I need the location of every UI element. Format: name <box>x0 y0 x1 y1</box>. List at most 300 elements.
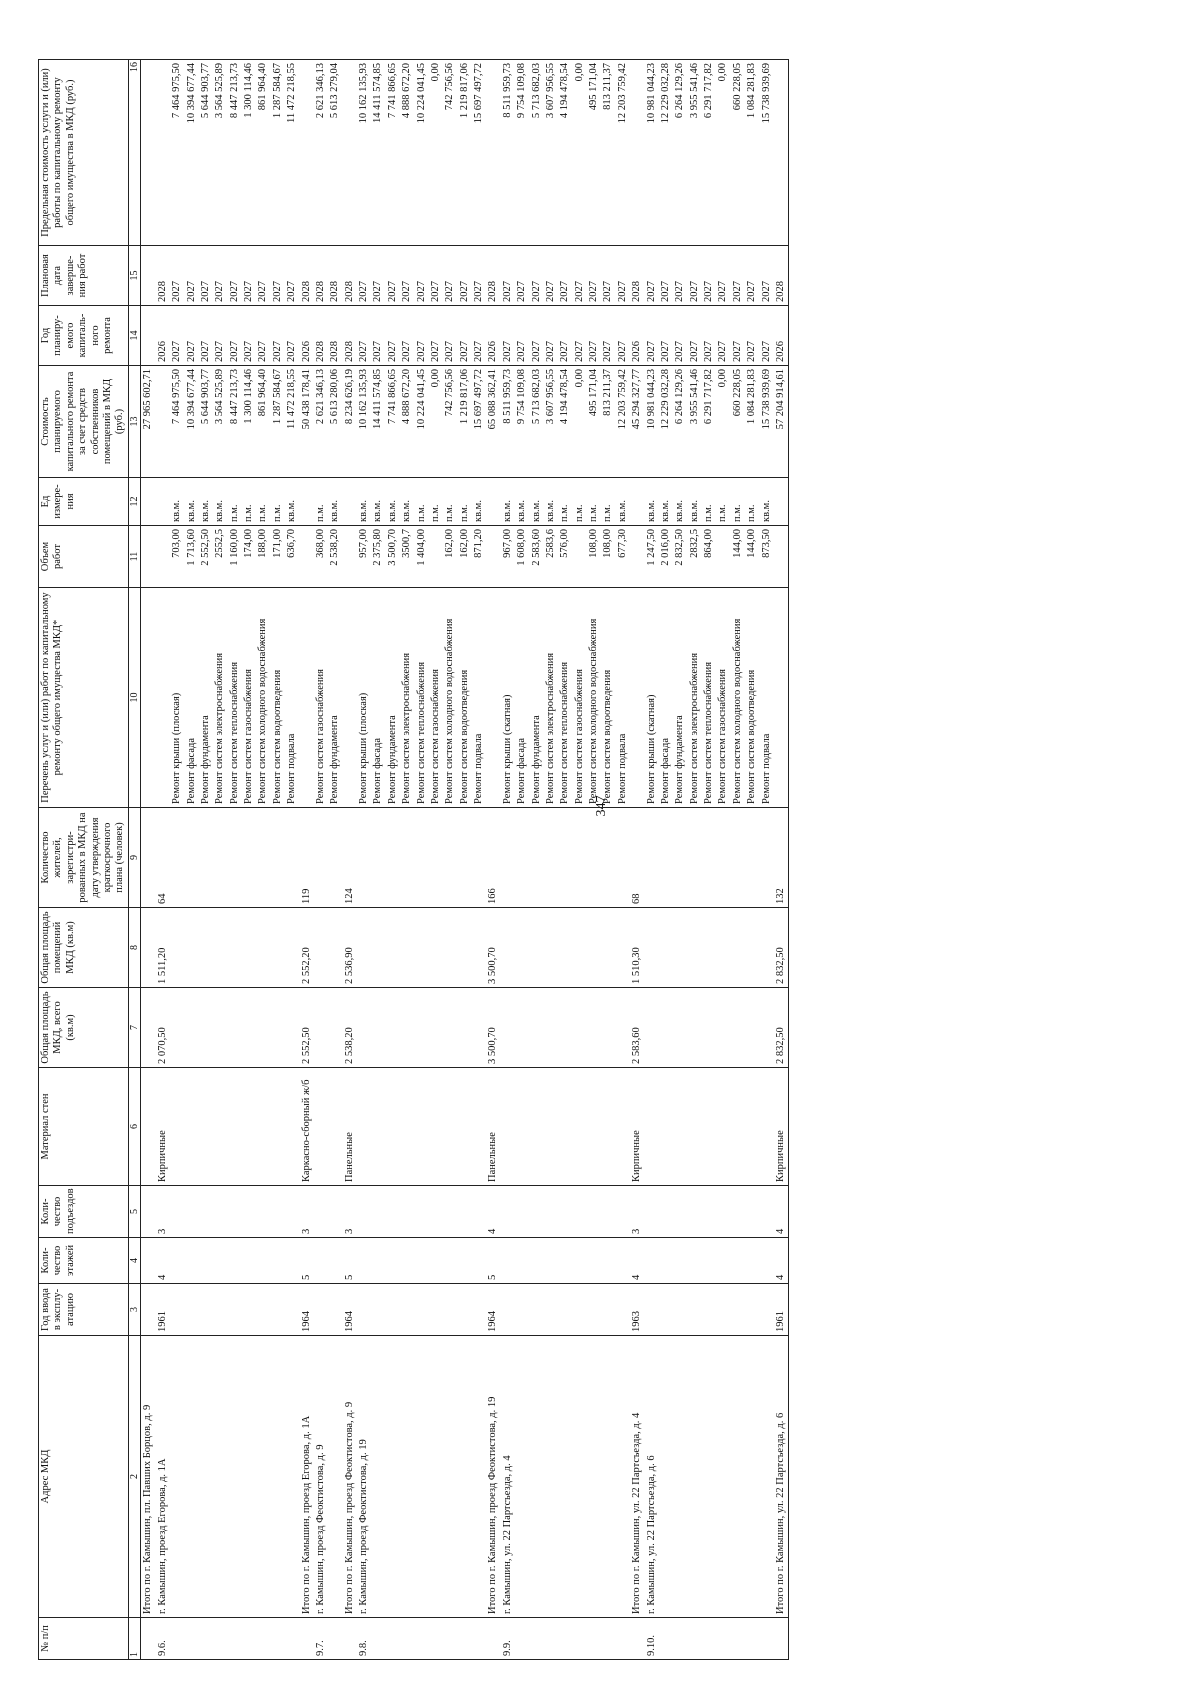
cell-year-built <box>213 1284 227 1336</box>
cell-work-volume: 368,00 <box>314 526 328 588</box>
cell-end-year: 2027 <box>645 246 659 306</box>
cell-wall-material <box>242 1068 256 1186</box>
cell-year-built <box>515 1284 529 1336</box>
cell-wall-material <box>328 1068 342 1186</box>
table-row <box>702 60 716 1660</box>
cell-limit-cost: 7 464 975,50 <box>170 60 184 246</box>
cell-cost: 813 211,37 <box>601 366 615 478</box>
cell-unit: кв.м. <box>501 478 515 526</box>
cell-work-volume: 3500,7 <box>400 526 414 588</box>
cell-plan-year: 2027 <box>443 306 457 366</box>
cell-floors <box>587 1238 601 1284</box>
cell-total-area <box>558 988 572 1068</box>
cell-residents <box>429 808 443 908</box>
cell-cost: 1 300 114,46 <box>242 366 256 478</box>
col-header-cost: Стоимость планируемого капитального ремонта за счет средств собственников помещений в МКД (руб.) <box>39 366 129 478</box>
cell-end-year: 2027 <box>573 246 587 306</box>
cell-address <box>458 1336 472 1618</box>
cell-unit <box>630 478 644 526</box>
cell-unit: п.м. <box>587 478 601 526</box>
cell-limit-cost: 9 754 109,08 <box>515 60 529 246</box>
cell-work-volume <box>573 526 587 588</box>
cell-unit: кв.м. <box>515 478 529 526</box>
cell-total-area <box>199 988 213 1068</box>
cell-wall-material <box>702 1068 716 1186</box>
cell-row-number <box>731 1618 745 1660</box>
cell-plan-year: 2027 <box>400 306 414 366</box>
cell-cost: 5 713 682,03 <box>530 366 544 478</box>
cell-year-built <box>702 1284 716 1336</box>
cell-row-number <box>386 1618 400 1660</box>
cell-row-number <box>587 1618 601 1660</box>
cell-year-built <box>328 1284 342 1336</box>
cell-plan-year: 2027 <box>185 306 199 366</box>
cell-plan-year: 2027 <box>242 306 256 366</box>
cell-cost: 0,00 <box>716 366 730 478</box>
cell-entrances <box>357 1186 371 1238</box>
cell-limit-cost <box>630 60 644 246</box>
total-row <box>486 60 500 1660</box>
cell-work-volume <box>300 526 314 588</box>
cell-residents <box>386 808 400 908</box>
cell-entrances <box>228 1186 242 1238</box>
cell-plan-year: 2027 <box>357 306 371 366</box>
cell-limit-cost: 495 171,04 <box>587 60 601 246</box>
cell-floors: 5 <box>486 1238 500 1284</box>
cell-work-type: Ремонт фундамента <box>328 588 342 808</box>
cell-residents <box>415 808 429 908</box>
cell-address: Итого по г. Камышин, пл. Павших Борцов, д. 9 <box>141 1336 156 1618</box>
cell-floors <box>501 1238 515 1284</box>
cell-total-area <box>213 988 227 1068</box>
total-row <box>774 60 789 1660</box>
table-row <box>199 60 213 1660</box>
cell-floors <box>228 1238 242 1284</box>
cell-entrances <box>573 1186 587 1238</box>
cell-wall-material <box>415 1068 429 1186</box>
cell-residents <box>228 808 242 908</box>
cell-work-volume: 2 016,00 <box>659 526 673 588</box>
cell-plan-year: 2027 <box>371 306 385 366</box>
cell-cost: 10 162 135,93 <box>357 366 371 478</box>
cell-work-volume: 2 583,60 <box>530 526 544 588</box>
cell-premises-area <box>601 908 615 988</box>
column-number: 6 <box>128 1068 141 1186</box>
cell-premises-area <box>458 908 472 988</box>
cell-entrances <box>616 1186 630 1238</box>
cell-limit-cost: 10 394 677,44 <box>185 60 199 246</box>
cell-premises-area <box>415 908 429 988</box>
cell-work-type: Ремонт фасада <box>185 588 199 808</box>
cell-total-area <box>415 988 429 1068</box>
cell-work-type <box>141 588 156 808</box>
cell-residents <box>357 808 371 908</box>
cell-address <box>328 1336 342 1618</box>
cell-end-year <box>141 246 156 306</box>
cell-premises-area <box>530 908 544 988</box>
cell-floors <box>199 1238 213 1284</box>
cell-total-area <box>645 988 659 1068</box>
col-header-no: № п/п <box>39 1618 129 1660</box>
cell-wall-material <box>544 1068 558 1186</box>
cell-unit: кв.м. <box>400 478 414 526</box>
table-row <box>544 60 558 1660</box>
table-row <box>716 60 730 1660</box>
cell-plan-year: 2027 <box>544 306 558 366</box>
cell-cost: 4 888 672,20 <box>400 366 414 478</box>
cell-floors <box>415 1238 429 1284</box>
cell-premises-area <box>242 908 256 988</box>
cell-unit: кв.м. <box>544 478 558 526</box>
total-row <box>141 60 156 1660</box>
cell-total-area: 2 538,20 <box>343 988 357 1068</box>
cell-wall-material <box>659 1068 673 1186</box>
cell-year-built <box>170 1284 184 1336</box>
cell-work-type: Ремонт систем холодного водоснабжения <box>443 588 457 808</box>
cell-row-number <box>415 1618 429 1660</box>
cell-end-year: 2027 <box>443 246 457 306</box>
cell-cost: 9 754 109,08 <box>515 366 529 478</box>
cell-residents: 119 <box>300 808 314 908</box>
cell-total-area <box>659 988 673 1068</box>
cell-total-area <box>702 988 716 1068</box>
cell-plan-year: 2027 <box>760 306 774 366</box>
cell-address <box>558 1336 572 1618</box>
cell-entrances: 3 <box>300 1186 314 1238</box>
cell-residents <box>328 808 342 908</box>
cell-year-built: 1964 <box>300 1284 314 1336</box>
cell-work-type: Ремонт крыши (плоская) <box>357 588 371 808</box>
cell-entrances <box>501 1186 515 1238</box>
cell-address <box>285 1336 299 1618</box>
cell-premises-area: 1 511,20 <box>156 908 170 988</box>
cell-entrances <box>185 1186 199 1238</box>
cell-residents <box>185 808 199 908</box>
table-row <box>659 60 673 1660</box>
cell-year-built <box>745 1284 759 1336</box>
cell-year-built <box>386 1284 400 1336</box>
cell-residents <box>573 808 587 908</box>
cell-cost: 1 084 281,83 <box>745 366 759 478</box>
cell-floors: 4 <box>630 1238 644 1284</box>
cell-residents <box>314 808 328 908</box>
cell-limit-cost: 8 447 213,73 <box>228 60 242 246</box>
cell-floors: 4 <box>774 1238 789 1284</box>
cell-cost: 14 411 574,85 <box>371 366 385 478</box>
cell-plan-year: 2027 <box>731 306 745 366</box>
cell-address <box>616 1336 630 1618</box>
cell-total-area: 2 070,50 <box>156 988 170 1068</box>
cell-premises-area <box>185 908 199 988</box>
cell-premises-area <box>745 908 759 988</box>
cell-entrances <box>256 1186 270 1238</box>
cell-cost: 6 291 717,82 <box>702 366 716 478</box>
cell-limit-cost: 2 621 346,13 <box>314 60 328 246</box>
cell-address: Итого по г. Камышин, проезд Егорова, д. 1А <box>300 1336 314 1618</box>
cell-work-type: Ремонт крыши (скатная) <box>645 588 659 808</box>
cell-total-area <box>515 988 529 1068</box>
cell-address: г. Камышин, проезд Феоктистова, д. 9 <box>314 1336 328 1618</box>
cell-floors: 4 <box>156 1238 170 1284</box>
cell-limit-cost: 5 613 279,04 <box>328 60 342 246</box>
cell-limit-cost: 7 741 866,65 <box>386 60 400 246</box>
table-row <box>688 60 702 1660</box>
cell-floors: 5 <box>300 1238 314 1284</box>
cell-total-area <box>242 988 256 1068</box>
cell-work-type: Ремонт систем газоснабжения <box>242 588 256 808</box>
table-row <box>271 60 285 1660</box>
cell-wall-material <box>645 1068 659 1186</box>
cell-row-number <box>199 1618 213 1660</box>
cell-limit-cost: 15 697 497,72 <box>472 60 486 246</box>
cell-row-number <box>486 1618 500 1660</box>
cell-work-type: Ремонт систем водоотведения <box>271 588 285 808</box>
cell-cost: 11 472 218,55 <box>285 366 299 478</box>
cell-limit-cost: 0,00 <box>716 60 730 246</box>
cell-work-type: Ремонт фундамента <box>199 588 213 808</box>
cell-residents <box>760 808 774 908</box>
cell-cost <box>156 366 170 478</box>
cell-entrances <box>271 1186 285 1238</box>
cell-row-number <box>185 1618 199 1660</box>
cell-cost: 8 234 626,19 <box>343 366 357 478</box>
cell-end-year: 2027 <box>472 246 486 306</box>
cell-premises-area <box>515 908 529 988</box>
cell-row-number <box>745 1618 759 1660</box>
cell-wall-material <box>357 1068 371 1186</box>
cell-limit-cost: 6 291 717,82 <box>702 60 716 246</box>
cell-floors <box>745 1238 759 1284</box>
cell-total-area <box>400 988 414 1068</box>
cell-limit-cost: 5 713 682,03 <box>530 60 544 246</box>
cell-address <box>371 1336 385 1618</box>
cell-plan-year: 2027 <box>285 306 299 366</box>
cell-year-built <box>400 1284 414 1336</box>
cell-plan-year: 2027 <box>256 306 270 366</box>
cell-cost: 27 965 602,71 <box>141 366 156 478</box>
cell-unit: п.м. <box>314 478 328 526</box>
cell-floors <box>242 1238 256 1284</box>
cell-floors <box>314 1238 328 1284</box>
cell-row-number <box>328 1618 342 1660</box>
cell-year-built <box>242 1284 256 1336</box>
cell-unit: кв.м. <box>673 478 687 526</box>
cell-work-volume <box>141 526 156 588</box>
cell-entrances <box>458 1186 472 1238</box>
cell-address <box>530 1336 544 1618</box>
cell-work-type: Ремонт систем холодного водоснабжения <box>587 588 601 808</box>
cell-limit-cost: 5 644 903,77 <box>199 60 213 246</box>
cell-residents <box>558 808 572 908</box>
cell-limit-cost: 15 738 939,69 <box>760 60 774 246</box>
cell-end-year: 2027 <box>530 246 544 306</box>
cell-year-built: 1961 <box>156 1284 170 1336</box>
cell-total-area <box>472 988 486 1068</box>
cell-work-volume <box>630 526 644 588</box>
cell-work-type <box>343 588 357 808</box>
table-row <box>415 60 429 1660</box>
cell-wall-material <box>443 1068 457 1186</box>
cell-unit <box>343 478 357 526</box>
cell-work-volume <box>429 526 443 588</box>
cell-residents <box>601 808 615 908</box>
cell-entrances: 4 <box>774 1186 789 1238</box>
table-row <box>386 60 400 1660</box>
cell-wall-material: Панельные <box>343 1068 357 1186</box>
cell-cost: 4 194 478,54 <box>558 366 572 478</box>
cell-premises-area: 2 832,50 <box>774 908 789 988</box>
cell-address <box>673 1336 687 1618</box>
table-row <box>601 60 615 1660</box>
cell-residents <box>271 808 285 908</box>
cell-wall-material <box>429 1068 443 1186</box>
cell-floors <box>371 1238 385 1284</box>
cell-work-type: Ремонт систем водоотведения <box>745 588 759 808</box>
table-row <box>731 60 745 1660</box>
cell-end-year: 2028 <box>328 246 342 306</box>
cell-entrances <box>328 1186 342 1238</box>
cell-premises-area <box>386 908 400 988</box>
cell-work-volume: 2 375,80 <box>371 526 385 588</box>
cell-unit: кв.м. <box>760 478 774 526</box>
col-header-premises-area: Общая площадь помещений МКД (кв.м) <box>39 908 129 988</box>
cell-end-year: 2027 <box>429 246 443 306</box>
cell-residents: 166 <box>486 808 500 908</box>
cell-entrances <box>213 1186 227 1238</box>
cell-total-area: 2 552,50 <box>300 988 314 1068</box>
cell-work-volume: 576,00 <box>558 526 572 588</box>
cell-end-year: 2028 <box>156 246 170 306</box>
cell-work-volume: 2 552,50 <box>199 526 213 588</box>
cell-row-number <box>271 1618 285 1660</box>
cell-limit-cost: 1 219 817,06 <box>458 60 472 246</box>
cell-premises-area <box>271 908 285 988</box>
cell-row-number <box>774 1618 789 1660</box>
cell-premises-area <box>328 908 342 988</box>
cell-plan-year: 2027 <box>673 306 687 366</box>
cell-end-year: 2027 <box>386 246 400 306</box>
table-row <box>213 60 227 1660</box>
cell-floors <box>716 1238 730 1284</box>
column-number-row <box>128 60 141 1660</box>
cell-address <box>573 1336 587 1618</box>
cell-entrances <box>415 1186 429 1238</box>
cell-wall-material <box>314 1068 328 1186</box>
cell-plan-year: 2027 <box>530 306 544 366</box>
cell-year-built: 1964 <box>486 1284 500 1336</box>
cell-wall-material <box>199 1068 213 1186</box>
cell-premises-area <box>285 908 299 988</box>
cell-unit: п.м. <box>415 478 429 526</box>
table-row <box>530 60 544 1660</box>
cell-limit-cost: 4 888 672,20 <box>400 60 414 246</box>
cell-total-area <box>228 988 242 1068</box>
cell-entrances <box>601 1186 615 1238</box>
column-number: 15 <box>128 246 141 306</box>
col-header-unit: Ед измере-ния <box>39 478 129 526</box>
cell-year-built <box>601 1284 615 1336</box>
cell-total-area <box>587 988 601 1068</box>
cell-row-number <box>285 1618 299 1660</box>
col-header-total-area: Общая площадь МКД, всего (кв.м) <box>39 988 129 1068</box>
cell-limit-cost: 11 472 218,55 <box>285 60 299 246</box>
cell-year-built <box>616 1284 630 1336</box>
cell-premises-area <box>645 908 659 988</box>
cell-work-type <box>774 588 789 808</box>
cell-unit: п.м. <box>242 478 256 526</box>
cell-work-type: Ремонт систем холодного водоснабжения <box>256 588 270 808</box>
cell-premises-area <box>558 908 572 988</box>
cell-wall-material <box>530 1068 544 1186</box>
cell-work-volume <box>343 526 357 588</box>
cell-residents <box>688 808 702 908</box>
cell-year-built <box>573 1284 587 1336</box>
cell-premises-area <box>443 908 457 988</box>
cell-address <box>443 1336 457 1618</box>
cell-floors <box>702 1238 716 1284</box>
cell-floors <box>170 1238 184 1284</box>
cell-address: Итого по г. Камышин, проезд Феоктистова, д. 9 <box>343 1336 357 1618</box>
total-row <box>343 60 357 1660</box>
cell-row-number <box>228 1618 242 1660</box>
table-row <box>242 60 256 1660</box>
cell-address <box>170 1336 184 1618</box>
cell-cost: 15 697 497,72 <box>472 366 486 478</box>
cell-entrances <box>745 1186 759 1238</box>
cell-plan-year: 2027 <box>429 306 443 366</box>
cell-premises-area <box>472 908 486 988</box>
cell-limit-cost <box>300 60 314 246</box>
cell-cost: 660 228,05 <box>731 366 745 478</box>
cell-premises-area <box>141 908 156 988</box>
cell-residents <box>702 808 716 908</box>
cell-total-area <box>530 988 544 1068</box>
cell-premises-area <box>501 908 515 988</box>
cell-row-number: 9.7. <box>314 1618 328 1660</box>
cell-address: Итого по г. Камышин, ул. 22 Партсъезда, д. 6 <box>774 1336 789 1618</box>
table-row <box>156 60 170 1660</box>
cell-residents <box>213 808 227 908</box>
table-row <box>745 60 759 1660</box>
cell-unit <box>156 478 170 526</box>
cell-total-area <box>458 988 472 1068</box>
cell-entrances <box>731 1186 745 1238</box>
cell-premises-area <box>371 908 385 988</box>
col-header-floors: Коли-чество этажей <box>39 1238 129 1284</box>
cell-work-type: Ремонт фундамента <box>530 588 544 808</box>
cell-unit: п.м. <box>271 478 285 526</box>
cell-work-type: Ремонт систем газоснабжения <box>573 588 587 808</box>
cell-limit-cost: 10 981 044,23 <box>645 60 659 246</box>
cell-cost: 6 264 129,26 <box>673 366 687 478</box>
col-header-year: Год ввода в эксплу-атацию <box>39 1284 129 1336</box>
cell-unit: кв.м. <box>659 478 673 526</box>
cell-plan-year: 2026 <box>156 306 170 366</box>
cell-cost: 5 644 903,77 <box>199 366 213 478</box>
cell-residents: 64 <box>156 808 170 908</box>
cell-total-area <box>285 988 299 1068</box>
cell-end-year: 2027 <box>601 246 615 306</box>
cell-work-volume: 957,00 <box>357 526 371 588</box>
cell-floors <box>573 1238 587 1284</box>
cell-work-volume: 2832,5 <box>688 526 702 588</box>
table-row <box>371 60 385 1660</box>
cell-unit: кв.м. <box>213 478 227 526</box>
cell-address <box>415 1336 429 1618</box>
cell-floors: 5 <box>343 1238 357 1284</box>
cell-cost: 0,00 <box>429 366 443 478</box>
cell-entrances: 3 <box>343 1186 357 1238</box>
